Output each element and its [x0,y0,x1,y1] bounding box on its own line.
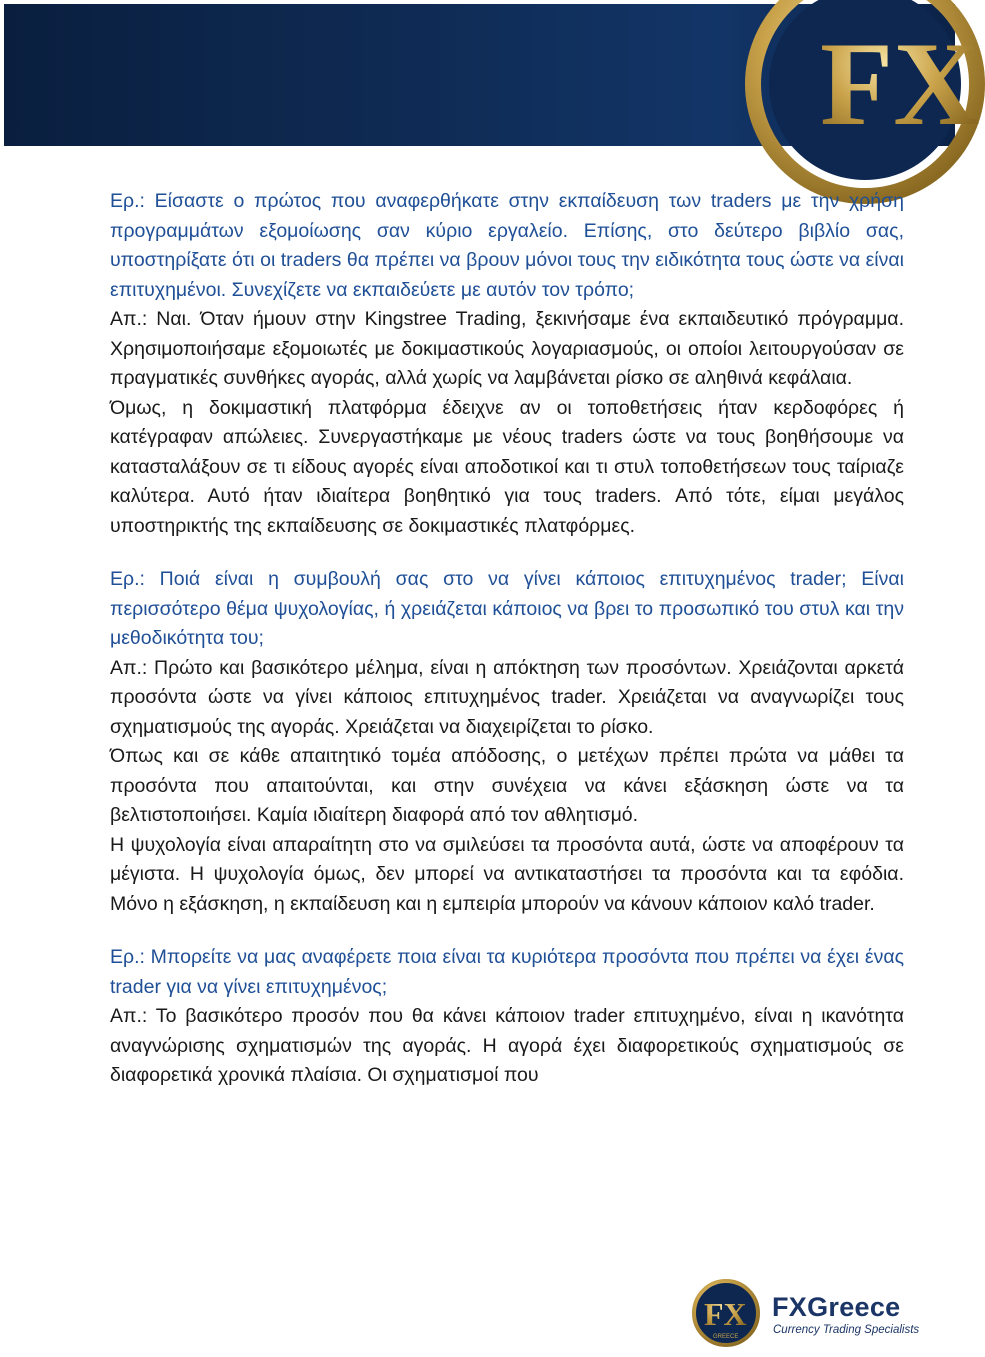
fx-logo-icon [725,0,985,204]
footer-brand: FXGreece [772,1292,901,1322]
answer-2-part-2: Όπως και σε κάθε απαιτητικό τομέα απόδοσης, ο μετέχων πρέπει πρώτα να μάθει τα προσόντα που απαιτούνται, και στην συνέχεια να κάνει εξάσκηση ώστε να τα βελτιστοποιήσει. Καμία ιδιαίτερη διαφορά από τον αθλητισμό. [110,745,904,826]
question-3: Ερ.: Μπορείτε να μας αναφέρετε ποια είναι τα κυριότερα προσόντα που πρέπει να έχει ένας trader για να γίνει επιτυχημένος; [110,946,904,998]
header-banner [4,4,980,150]
footer-logo-subtext: GREECE [713,1334,739,1340]
answer-2-part-1: Απ.: Πρώτο και βασικότερο μέλημα, είναι η απόκτηση των προσόντων. Χρειάζονται αρκετά προσόντα ώστε να γίνει κάποιος επιτυχημένος trader. Χρειάζεται να αναγνωρίζει τους σχηματισμούς της αγοράς. Χρειάζεται να διαχειρίζεται το ρίσκο. [110,656,904,738]
question-1: Ερ.: Είσαστε ο πρώτος που αναφερθήκατε στην εκπαίδευση των traders με την χρήση προγραμμάτων εξομοίωσης σαν κύριο εργαλείο. Επίσης, στο δεύτερο βιβλίο σας, υποστηρίξατε ότι οι traders θα πρέπει να βρουν μόνοι τους την ειδικότητα τους ώστε να είναι επιτυχημένοι. Συνεχίζετε να εκπαιδεύετε με αυτόν τον τρόπο; [110,190,904,301]
answer-1-part-2: Όμως, η δοκιμαστική πλατφόρμα έδειχνε αν οι τοποθετήσεις ήταν κερδοφόρες ή κατέγραφαν απώλειες. Συνεργαστήκαμε με νέους traders ώστε να τους βοηθήσουμε να κατασταλάξουν σε τι είδους αγορές είναι αποδοτικοί και τι στυλ τοποθετήσεων τους ταίριαζε καλύτερα. Αυτό ήταν ιδιαίτερα βοηθητικό για τους traders. Από τότε, είμαι μεγάλος υποστηρικτής της εκπαίδευσης σε δοκιμαστικές πλατφόρμες. [110,396,904,537]
footer-logo-text: FX [704,1296,747,1332]
answer-1-part-1: Απ.: Ναι. Όταν ήμουν στην Kingstree Trading, ξεκινήσαμε ένα εκπαιδευτικό πρόγραμμα. Χρησιμοποιήσαμε εξομοιωτές με δοκιμαστικούς λογαριασμούς, οι οποίοι λειτουργούσαν σε πραγματικές συνθήκες αγοράς, αλλά χωρίς να λαμβάνεται ρίσκο σε αληθινά κεφάλαια. [110,308,904,389]
answer-3-part-1: Απ.: Το βασικότερο προσόν που θα κάνει κάποιον trader επιτυχημένο, είναι η ικανότητα αναγνώρισης σχηματισμών της αγοράς. Η αγορά έχει διαφορετικούς σχηματισμούς σε διαφορετικά χρονικά πλαίσια. Οι σχηματισμοί που [110,1005,904,1086]
question-2: Ερ.: Ποιά είναι η συμβουλή σας στο να γίνει κάποιος επιτυχημένος trader; Είναι περισσότερο θέμα ψυχολογίας, ή χρειάζεται κάποιος να βρει το προσωπικό του στυλ και την μεθοδικότητα του; [110,568,904,649]
document-body [110,187,904,1091]
footer-tagline: Currency Trading Specialists [773,1324,920,1336]
logo-text: FX [820,17,980,150]
answer-2-part-3: Η ψυχολογία είναι απαραίτητη στο να σμιλεύσει τα προσόντα αυτά, ώστε να αποφέρουν τα μέγιστα. Η ψυχολογία όμως, δεν μπορεί να αντικαταστήσει τα προσόντα και τα εφόδια. Μόνο η εξάσκηση, η εκπαίδευση και η εμπειρία μπορούν να κάνουν κάποιον καλό trader. [110,833,904,915]
